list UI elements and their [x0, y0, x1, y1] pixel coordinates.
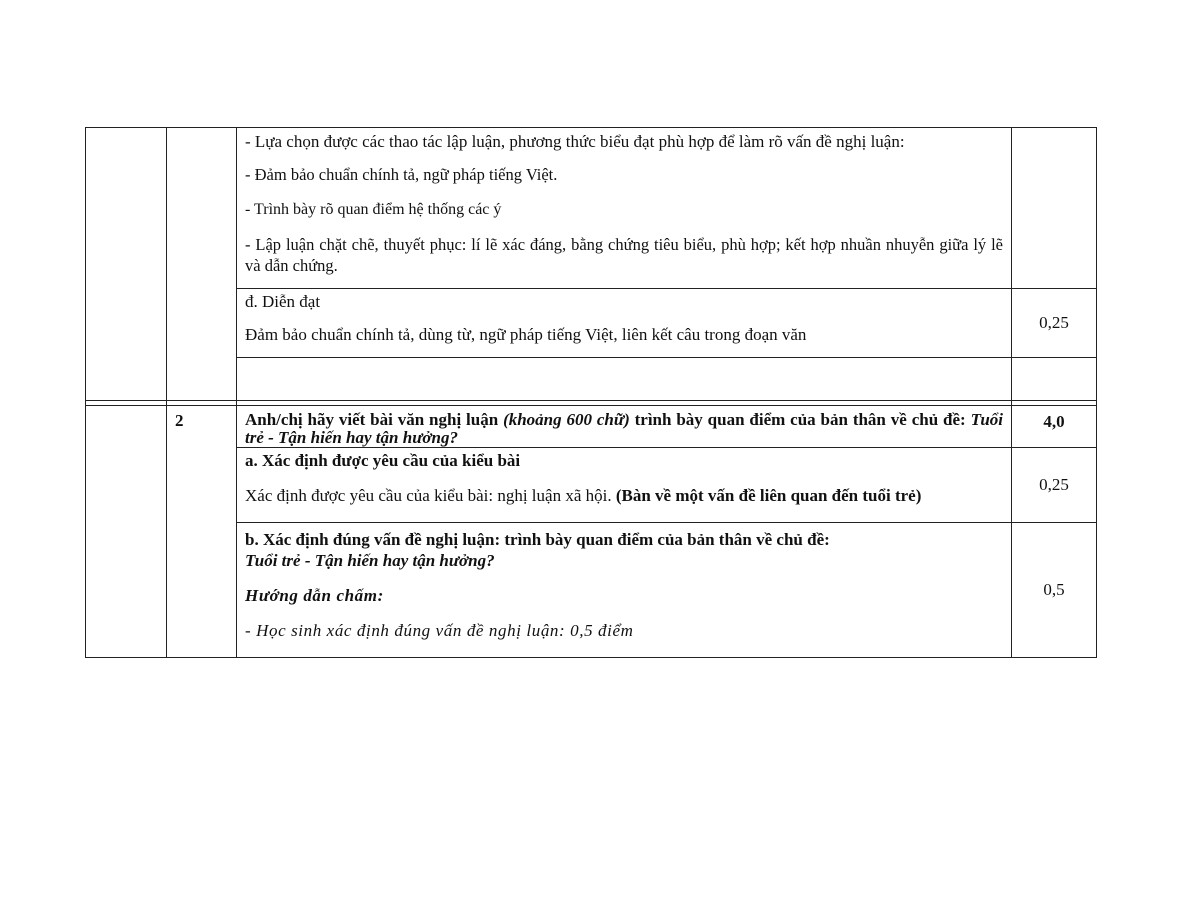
question-prompt-cell: [237, 406, 1012, 448]
criterion-heading: a. Xác định được yêu cầu của kiểu bài: [245, 451, 521, 470]
prompt-text: trình bày quan điểm của bản thân về chủ đề:: [629, 410, 971, 429]
criterion-text-plain: Xác định được yêu cầu của kiểu bài: nghị luận xã hội.: [245, 486, 616, 505]
table-row: [86, 289, 1097, 358]
empty-cell: [1012, 358, 1097, 401]
criteria-line: - Đảm bảo chuẩn chính tả, ngữ pháp tiếng Việt.: [245, 165, 558, 184]
criteria-cell: [237, 448, 1012, 523]
criterion-heading: đ. Diễn đạt: [245, 292, 321, 311]
total-score: 4,0: [1012, 406, 1097, 448]
criteria-cell: [237, 289, 1012, 358]
score-value: 0,5: [1012, 523, 1097, 658]
criterion-heading: b. Xác định đúng vấn đề nghị luận: trình bày quan điểm của bản thân về chủ đề:: [245, 530, 830, 549]
question-prompt: [245, 411, 1003, 447]
part-cell: [86, 406, 167, 658]
prompt-topic: Tuổi trẻ - Tận hiến hay tận hưởng?: [245, 410, 1003, 447]
criteria-line: - Lựa chọn được các thao tác lập luận, phương thức biểu đạt phù hợp để làm rõ vấn đề nghị luận:: [245, 132, 905, 151]
rubric-table: [85, 127, 1097, 658]
question-number: 2: [167, 406, 237, 658]
guide-text: - Học sinh xác định đúng vấn đề nghị luận: 0,5 điểm: [245, 621, 634, 640]
table-row: [86, 406, 1097, 448]
guide-title: Hướng dẫn chấm:: [245, 586, 384, 605]
prompt-text: Anh/chị hãy viết bài văn nghị luận: [245, 410, 504, 429]
question-number-cell: [167, 128, 237, 401]
score-value: 0,25: [1012, 289, 1097, 358]
grading-rubric-page: [85, 127, 1096, 658]
criteria-line: - Trình bày rõ quan điểm hệ thống các ý: [245, 201, 502, 218]
part-cell: [86, 128, 167, 401]
criteria-line: - Lập luận chặt chẽ, thuyết phục: lí lẽ xác đáng, bằng chứng tiêu biểu, phù hợp; kết hợp nhuần nhuyễn giữa lý lẽ và dẫn chứng.: [245, 235, 1003, 275]
score-value: 0,25: [1012, 448, 1097, 523]
table-row: [86, 448, 1097, 523]
criterion-text: Đảm bảo chuẩn chính tả, dùng từ, ngữ pháp tiếng Việt, liên kết câu trong đoạn văn: [245, 325, 807, 344]
criterion-text-bold: (Bàn về một vấn đề liên quan đến tuổi trẻ): [615, 486, 922, 505]
table-row: [86, 523, 1097, 658]
criterion-text: [245, 485, 1003, 506]
empty-cell: [237, 358, 1012, 401]
score-cell: [1012, 128, 1097, 289]
prompt-length: (khoảng 600 chữ): [503, 410, 630, 429]
criterion-topic: Tuổi trẻ - Tận hiến hay tận hưởng?: [245, 551, 495, 570]
criteria-cell: [237, 128, 1012, 289]
table-row: [86, 128, 1097, 289]
criteria-cell: [237, 523, 1012, 658]
table-row: [86, 358, 1097, 401]
